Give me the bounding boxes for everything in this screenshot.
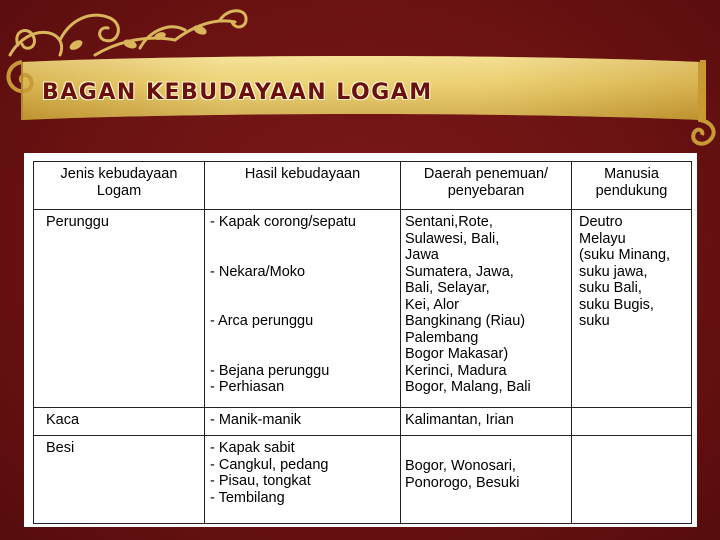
cell-hasil: - Kapak corong/sepatu - Nekara/Moko - Arca perunggu - Bejana perunggu - Perhiasan (205, 210, 401, 408)
cell-manusia (572, 408, 692, 436)
cell-hasil: - Manik-manik (205, 408, 401, 436)
table-row (34, 408, 692, 436)
table-container (24, 153, 697, 527)
header-manusia: Manusia pendukung (572, 162, 692, 210)
cell-jenis: Perunggu (34, 210, 205, 408)
culture-table (33, 161, 692, 524)
cell-daerah: Sentani,Rote, Sulawesi, Bali, Jawa Sumatera, Jawa, Bali, Selayar, Kei, Alor Bangkinang (Riau) Palembang Bogor Makasar) Kerinci, Madura Bogor, Malang, Bali (401, 210, 572, 408)
cell-manusia (572, 436, 692, 524)
cell-jenis: Kaca (34, 408, 205, 436)
cell-daerah: Kalimantan, Irian (401, 408, 572, 436)
table-row (34, 210, 692, 408)
header-jenis: Jenis kebudayaan Logam (34, 162, 205, 210)
header-daerah: Daerah penemuan/ penyebaran (401, 162, 572, 210)
cell-hasil: - Kapak sabit - Cangkul, pedang - Pisau, tongkat - Tembilang (205, 436, 401, 524)
header-hasil: Hasil kebudayaan (205, 162, 401, 210)
cell-daerah: Bogor, Wonosari, Ponorogo, Besuki (401, 436, 572, 524)
cell-jenis: Besi (34, 436, 205, 524)
table-row (34, 436, 692, 524)
page-title: BAGAN KEBUDAYAAN LOGAM (42, 80, 433, 105)
cell-manusia: Deutro Melayu (suku Minang, suku jawa, suku Bali, suku Bugis, suku (572, 210, 692, 408)
table-header-row (34, 162, 692, 210)
